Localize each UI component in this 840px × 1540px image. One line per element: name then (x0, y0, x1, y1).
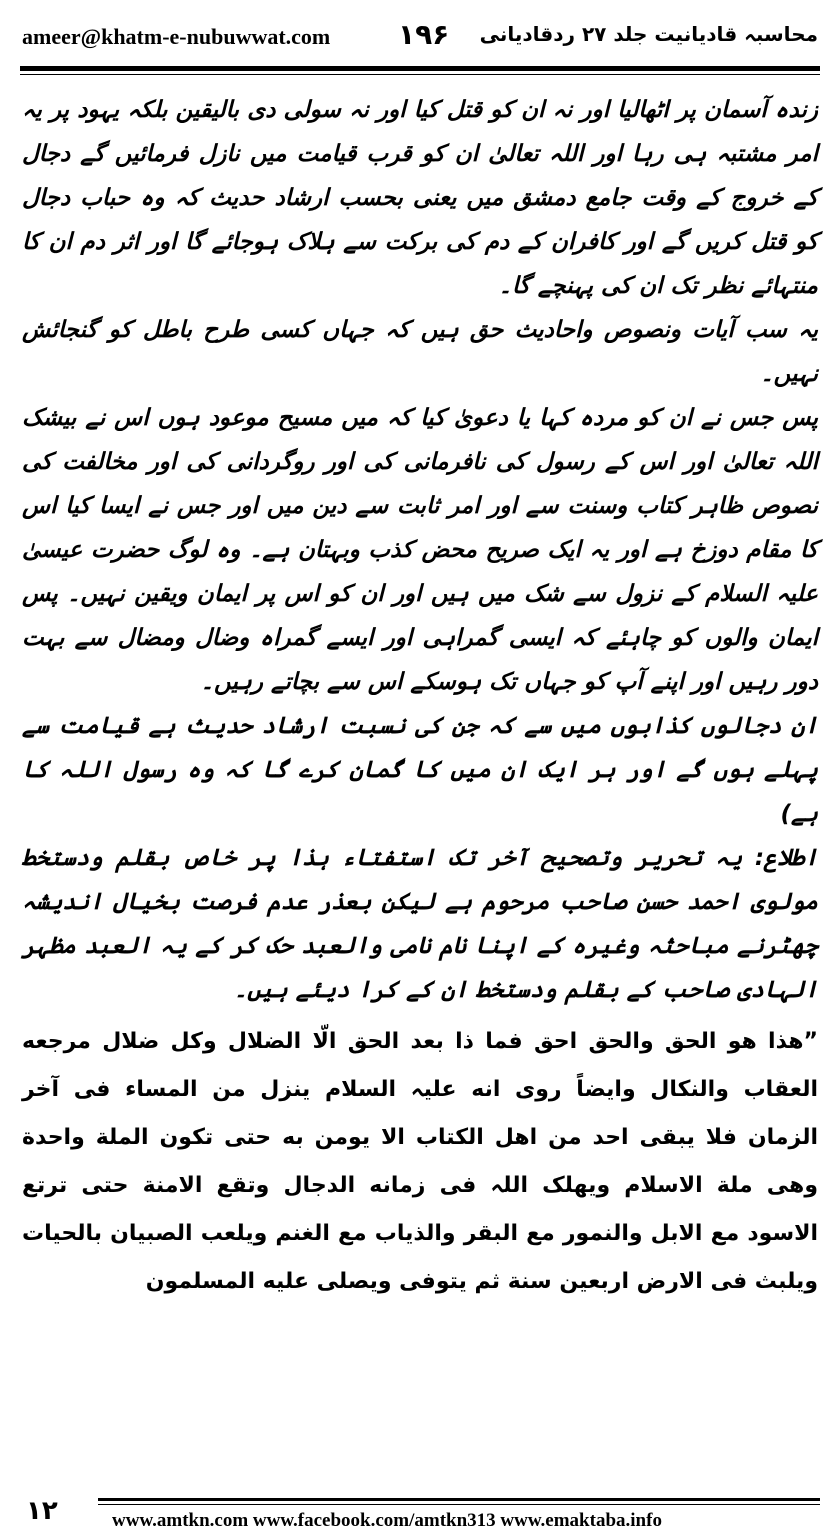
header-email[interactable]: ameer@khatm-e-nubuwwat.com (22, 24, 331, 49)
footer-rule-thin (98, 1504, 820, 1505)
page-body (22, 88, 818, 1428)
header-rule-thin (20, 74, 820, 75)
footer-website-links[interactable]: www.amtkn.com www.facebook.com/amtkn313 www.emaktaba.info (112, 1510, 662, 1531)
paragraph-4: ان دجالوں کذابوں میں سے کہ جن کی نسبت ارشاد حدیث ہے قیامت سے پہلے ہوں گے اور ہر ایک ان میں کا گمان کرے گا کہ وہ رسول اللہ کا ہے) (22, 713, 818, 827)
paragraph-notice: اطلاع: یہ تحریر وتصحیح آخر تک استفتاء ہذا پر خاص بقلم ودستخط مولوی احمد حسن صاحب مرحوم ہے لیکن بعذر عدم فرصت بخیال اندیشہ چھٹرنے مباحثہ وغیرہ کے اپنا نام نامی والعبد حک کر کے یہ العبد مظہر الہادی صاحب کے بقلم ودستخط ان کے کرا دیئے ہیں۔ (22, 845, 818, 1003)
paragraph-3: پس جس نے ان کو مردہ کہا یا دعویٰ کیا کہ میں مسیح موعود ہوں اس نے بیشک اللہ تعالیٰ اور اس کے رسول کی نافرمانی کی اور روگردانی کی اور مخالفت کی نصوص ظاہر کتاب وسنت سے اور امر ثابت سے دین میں اور جس نے ایسا کیا اس کا مقام دوزخ ہے اور یہ ایک صریح محض کذب وبہتان ہے۔ وہ لوگ حضرت عیسیٰ علیہ السلام کے نزول سے شک میں ہیں اور ان کو اس پر ایمان ویقین نہیں۔ پس ایمان والوں کو چاہئے کہ ایسی گمراہی اور ایسے گمراہ وضال ومضال سے بہت دور رہیں اور اپنے آپ کو جہاں تک ہوسکے اس سے بچاتے رہیں۔ (22, 405, 818, 695)
header-page-number: ۱۹۶ (398, 18, 450, 51)
arabic-quotation: ”ھذا ھو الحق والحق احق فما ذا بعد الحق الّا الضلال وکل ضلال مرجعه العقاب والنکال وایضاً روی انه علیہ السلام ینزل من المساء فی آخر الزمان فلا یبقی احد من اهل الکتاب الا یومن به حتی تکون الملة واحدة وهی ملة الاسلام ویهلک اللہ فی زمانه الدجال وتقع الامنة حتی ترتع الاسود مع الابل والنمور مع البقر والذیاب مع الغنم ویلعب الصبیان بالحیات ویلبث فی الارض اربعین سنة ثم یتوفی ویصلی علیه المسلمون (22, 1029, 818, 1294)
footer-page-number: ۱۲ (26, 1496, 58, 1526)
header-rule-thick (20, 66, 820, 71)
paragraph-1: زندہ آسمان پر اٹھالیا اور نہ ان کو قتل کیا اور نہ سولی دی بالیقین بلکہ یہود پر یہ امر مشتبہ ہی رہا اور اللہ تعالیٰ ان کو قرب قیامت میں نازل فرمائیں گے دجال کے خروج کے وقت جامع دمشق میں یعنی بحسب ارشاد حدیث کہ وہ حباب دجال کو قتل کریں گے اور کافران کے دم کی برکت سے ہلاک ہوجائے گا اور اثر دم ان کا منتہائے نظر تک ان کی پہنچے گا۔ (22, 97, 818, 299)
paragraph-2: یہ سب آیات ونصوص واحادیث حق ہیں کہ جہاں کسی طرح باطل کو گنجائش نہیں۔ (22, 317, 818, 387)
header-book-title: محاسبہ قادیانیت جلد ۲۷ ردقادیانی (479, 22, 818, 46)
footer-rule-thick (98, 1498, 820, 1501)
page-header (18, 14, 822, 64)
page-footer (20, 1490, 820, 1534)
